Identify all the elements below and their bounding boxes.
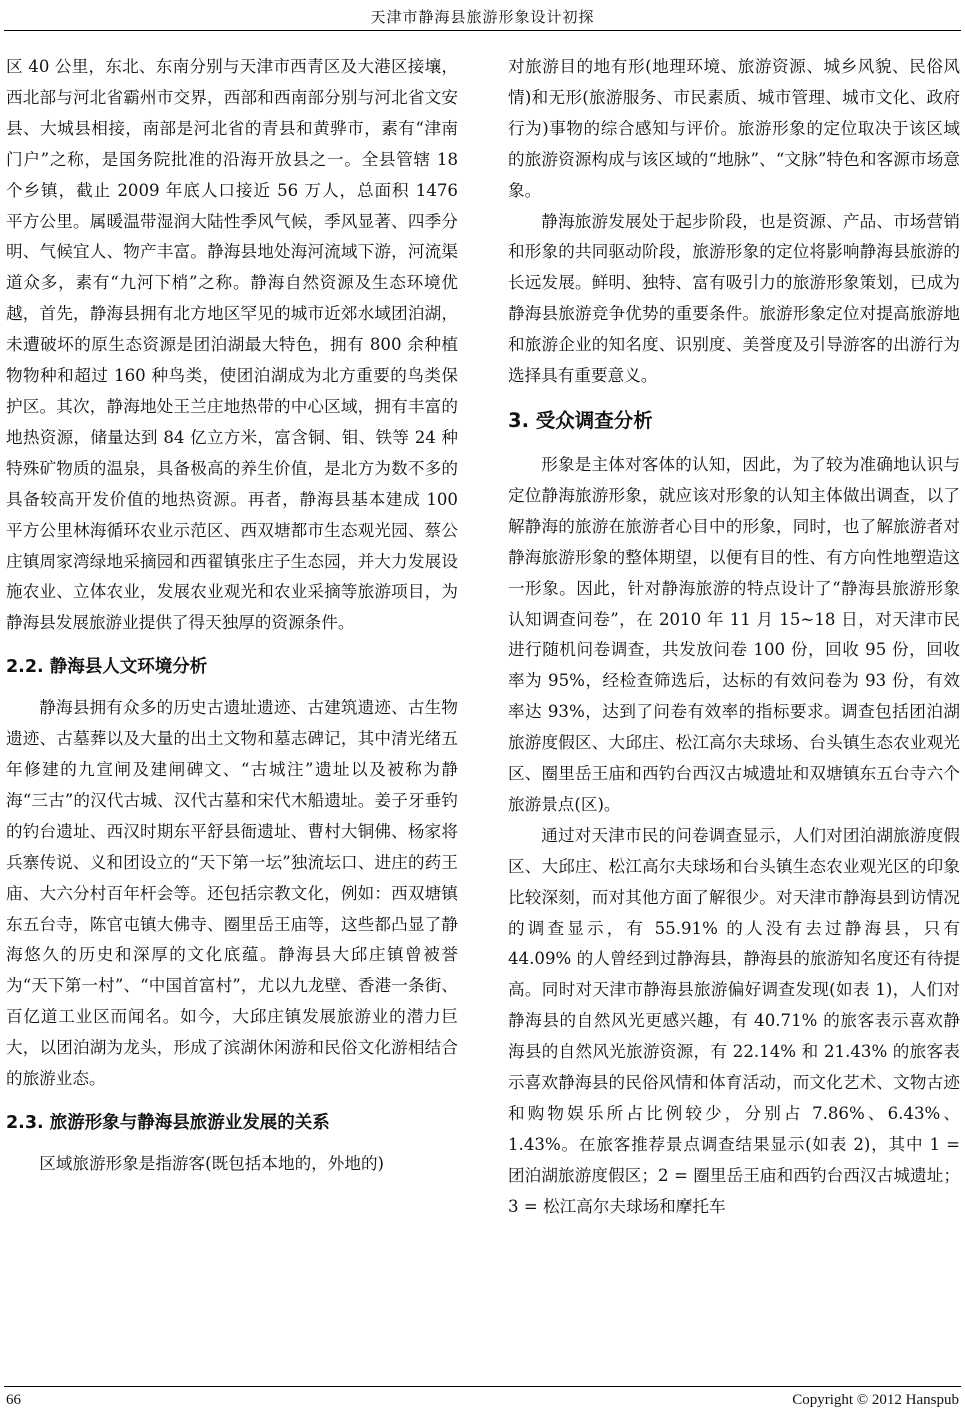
page-number: 66: [6, 1392, 21, 1408]
section-heading-3: 3. 受众调查分析: [508, 408, 653, 432]
header-rule: [4, 30, 961, 31]
paragraph: 静海旅游发展处于起步阶段，也是资源、产品、市场营销和形象的共同驱动阶段，旅游形象的定位将影响静海县旅游的长远发展。鲜明、独特、富有吸引力的旅游形象策划，已成为静海县旅游竞争优势的重要条件。旅游形象定位对提高旅游地和旅游企业的知名度、识别度、美誉度及引导游客的出游行为选择具有重要意义。: [508, 211, 960, 386]
paragraph: 形象是主体对客体的认知，因此，为了较为准确地认识与定位静海旅游形象，就应该对形象的认知主体做出调查，以了解静海的旅游在旅游者心目中的形象，同时，也了解旅游者对静海旅游形象的整体期望，以便有目的性、有方向性地塑造这一形象。因此，针对静海旅游的特点设计了“静海县旅游形象认知调查问卷”，在 2010 年 11 月 15~18 日，对天津市民进行随机问卷调查，共发放问卷 100 份，回收 95 份，回收率为 95%，经检查筛选后，达标的有效问卷为 93 份，有效率达 93%，达到了问卷有效率的指标要求。调查包括团泊湖旅游度假区、大邱庄、松江高尔夫球场、台头镇生态农业观光区、圈里岳王庙和西钓台西汉古城遗址和双塘镇东五台寺六个旅游景点(区)。: [508, 454, 960, 814]
running-title: 天津市静海县旅游形象设计初探: [370, 8, 595, 26]
left-column: [6, 52, 458, 1180]
section-heading-2-3: 2.3. 旅游形象与静海县旅游业发展的关系: [6, 1113, 330, 1133]
paragraph: 通过对天津市民的问卷调查显示，人们对团泊湖旅游度假区、大邱庄、松江高尔夫球场和台头镇生态农业观光区的印象比较深刻，而对其他方面了解很少。对天津市静海县到访情况的调查显示，有 55.91% 的人没有去过静海县，只有 44.09% 的人曾经到过静海县，静海县的旅游知名度还有待提高。同时对天津市静海县旅游偏好调查发现(如表 1)，人们对静海县的自然风光更感兴趣，有 40.71% 的旅客表示喜欢静海县的自然风光旅游资源，有 22.14% 和 21.43% 的旅客表示喜欢静海县的民俗风情和体育活动，而文化艺术、文物古迹和购物娱乐所占比例较少，分别占 7.86%、6.43%、1.43%。在旅客推荐景点调查结果显示(如表 2)，其中 1 = 团泊湖旅游度假区；2 = 圈里岳王庙和西钓台西汉古城遗址；3 = 松江高尔夫球场和摩托车: [508, 825, 960, 1216]
copyright-notice: Copyright © 2012 Hanspub: [792, 1392, 959, 1408]
paragraph: 静海县拥有众多的历史古遗址遗迹、古建筑遗迹、古生物遗迹、古墓葬以及大量的出土文物和墓志碑记，其中清光绪五年修建的九宣闸及建闸碑文、“古城注”遗址以及被称为静海“三古”的汉代古城、汉代古墓和宋代木船遗址。姜子牙垂钓的钓台遗址、西汉时期东平舒县衙遗址、曹村大铜佛、杨家将兵寨传说、义和团设立的“天下第一坛”独流坛口、进庄的药王庙、大六分村百年杆会等。还包括宗教文化，例如：西双塘镇东五台寺，陈官屯镇大佛寺、圈里岳王庙等，这些都凸显了静海悠久的历史和深厚的文化底蕴。静海县大邱庄镇曾被誉为“天下第一村”、“中国首富村”，尤以九龙壁、香港一条街、百亿道工业区而闻名。如今，大邱庄镇发展旅游业的潜力巨大，以团泊湖为龙头，形成了滨湖休闲游和民俗文化游相结合的旅游业态。: [6, 698, 458, 1089]
paragraph: 区域旅游形象是指游客(既包括本地的，外地的): [39, 1154, 385, 1173]
footer-rule: [4, 1386, 961, 1387]
paragraph: 区 40 公里，东北、东南分别与天津市西青区及大港区接壤，西北部与河北省霸州市交界，西部和西南部分别与河北省文安县、大城县相接，南部是河北省的青县和黄骅市，素有“津南门户”之称，是国务院批准的沿海开放县之一。全县管辖 18 个乡镇，截止 2009 年底人口接近 56 万人，总面积 1476 平方公里。属暖温带湿润大陆性季风气候，季风显著、四季分明、气候宜人、物产丰富。静海县地处海河流域下游，河流渠道众多，素有“九河下梢”之称。静海自然资源及生态环境优越，首先，静海县拥有北方地区罕见的城市近郊水域团泊湖，未遭破坏的原生态资源是团泊湖最大特色，拥有 800 余种植物物种和超过 160 种鸟类，使团泊湖成为北方重要的鸟类保护区。其次，静海地处王兰庄地热带的中心区域，拥有丰富的地热资源，储量达到 84 亿立方米，富含铜、钼、铁等 24 种特殊矿物质的温泉，具备极高的养生价值，是北方为数不多的具备较高开发价值的地热资源。再者，静海县基本建成 100 平方公里林海循环农业示范区、西双塘都市生态观光园、蔡公庄镇周家湾绿地采摘园和西翟镇张庄子生态园，并大力发展设施农业、立体农业，发展农业观光和农业采摘等旅游项目，为静海县发展旅游业提供了得天独厚的资源条件。: [6, 57, 458, 633]
right-column: [508, 52, 960, 1223]
section-heading-2-2: 2.2. 静海县人文环境分析: [6, 657, 208, 678]
paragraph: 对旅游目的地有形(地理环境、旅游资源、城乡风貌、民俗风情)和无形(旅游服务、市民素质、城市管理、城市文化、政府行为)事物的综合感知与评价。旅游形象的定位取决于该区域的旅游资源构成与该区域的“地脉”、“文脉”特色和客源市场意象。: [508, 57, 960, 200]
